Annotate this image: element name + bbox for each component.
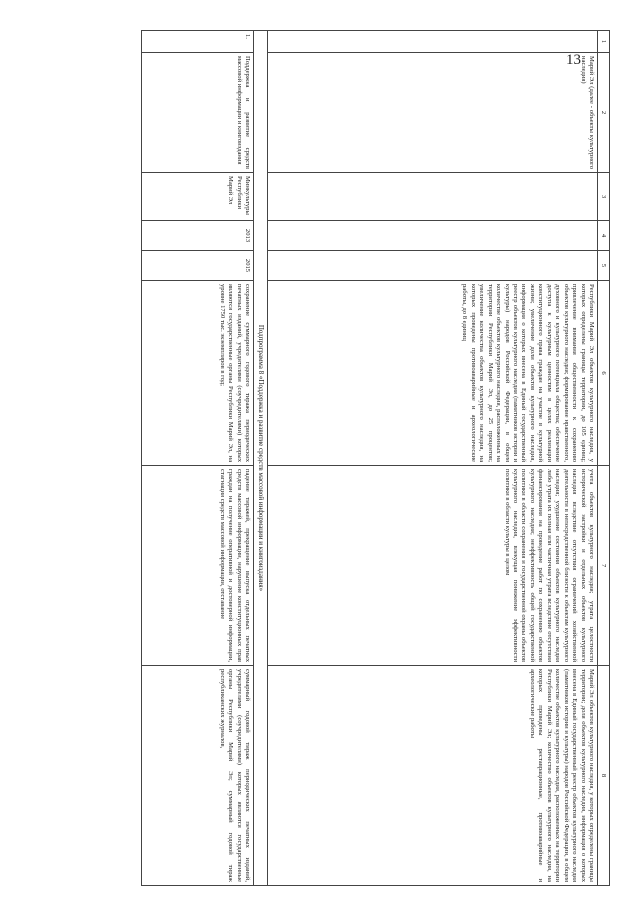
indicators-cell: Марий Эл объектов культурного наследия, у которых определены границы территории; доля объектов культурного наследия, информация о которых внесена в Единый государственный реестр объектов культурного наследия (памятников истории и культуры) народов Российской Федерации, в общем количестве объектов культурного наследия, расположенных на территории Республики Марий Эл; количество объектов культурного наследия, на которых проведены реставрационные, противоаварийные и археологические работы [268, 666, 598, 886]
measure-name-cell: Поддержка и развитие средств массовой информации и книгоиздания [142, 53, 254, 173]
column-number: 5 [598, 251, 610, 281]
section-title: Подпрограмма 8 «Поддержка и развитие средств массовой информации и книгоиздания» [254, 31, 268, 886]
column-number: 7 [598, 466, 610, 666]
measure-name-cell: Марий Эл (далее - объекты культурного наследия) [268, 53, 598, 173]
column-number-row [598, 31, 610, 886]
end-year-cell [268, 251, 598, 281]
column-number: 3 [598, 173, 610, 221]
table-row [268, 31, 598, 886]
consequences-cell: падение тиражей, прекращение выпуска отдельных печатных средств массовой информации, нарушение конституционных прав граждан на получение оперативной и достоверной информации, стагнация средств массовой информации, отставание [142, 466, 254, 666]
table-row [142, 31, 254, 886]
column-number: 6 [598, 281, 610, 466]
start-year-cell: 2013 [142, 221, 254, 251]
start-year-cell [268, 221, 598, 251]
column-number: 1 [598, 31, 610, 53]
column-number: 8 [598, 666, 610, 886]
page-number: 13 [566, 52, 581, 68]
executor-cell: Минкультуры Республики Марий Эл [142, 173, 254, 221]
end-year-cell: 2015 [142, 251, 254, 281]
program-table [141, 30, 610, 886]
row-number-cell [268, 31, 598, 53]
expected-result-cell: сохранение суммарного годового тиража периодических печатных изданий, учредителями (соучредителями) которых являются государственные органы Республики Марий Эл, на уровне 1750 тыс. экземпляров в год; [142, 281, 254, 466]
column-number: 4 [598, 221, 610, 251]
consequences-cell: учета объектов культурного наследия; утрата целостности исторической застройки и отдельных объектов культурного наследия вследствие отсутствия ограничений хозяйственной деятельности в непосредственной близости к объектам культурного наследия; ухудшение состояния объектов культурного наследия либо утрата их полная или частичная утрата вследствие отсутствия финансирования на проведение работ по сохранению объектов культурного наследия; неэффективность общей государственной политики в области сохранения и государственной охраны объектов культурного наследия, влекущая понижение эффективности политики в области культуры в целом [268, 466, 598, 666]
rotated-table-wrapper [50, 30, 610, 885]
indicators-cell: суммарный годовой тираж периодических печатных изданий, учредителями (соучредителями) которых являются государственные органы Республики Марий Эл; суммарный годовой тираж республиканских журналов, [142, 666, 254, 886]
row-number-cell: 1. [142, 31, 254, 53]
column-number: 2 [598, 53, 610, 173]
executor-cell [268, 173, 598, 221]
section-title-row [254, 31, 268, 886]
expected-result-cell: Республики Марий Эл объектов культурного наследия, у которых определены границы территории, до 105 единиц; привлечение внимания общественности к сохранению объектов культурного наследия; формирование нравственного, духовного и культурного потенциала общества; обеспечение доступа к культурным ценностям в целях реализации конституционного права граждан на участие в культурной жизни; увеличение доли объектов культурного наследия, информация о которых внесена в Единый государственный реестр объектов культурного наследия (памятников истории и культуры) народов Российской Федерации, в общем количестве объектов культурного наследия, расположенных на территории Республики Марий Эл, до 25 процентов; увеличение количества объектов культурного наследия, на которых проведены противоаварийные и археологические работы, до 8 единиц [268, 281, 598, 466]
